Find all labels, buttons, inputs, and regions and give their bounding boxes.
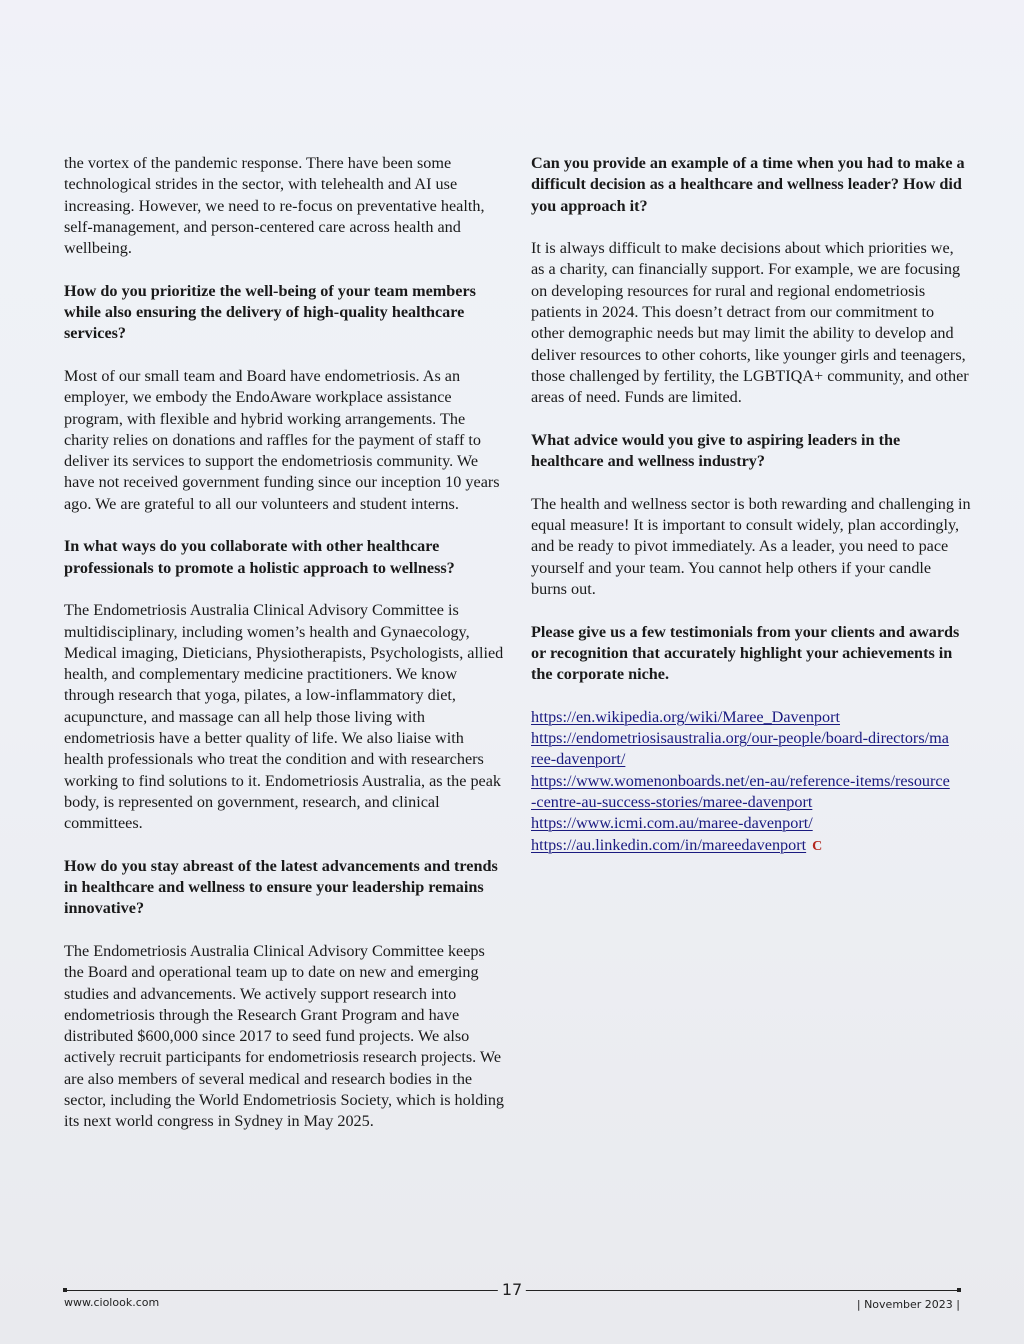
- footer-rule-end-right: [957, 1288, 961, 1292]
- link-endometriosis-australia[interactable]: https://endometriosisaustralia.org/our-people/board-directors/maree-davenport/: [531, 729, 949, 769]
- question-collaboration: In what ways do you collaborate with other healthcare professionals to promote a holistic approach to wellness?: [64, 537, 455, 577]
- end-of-article-logo-icon: C: [812, 838, 823, 854]
- page-number: 17: [498, 1280, 526, 1300]
- question-difficult-decision: Can you provide an example of a time when you had to make a difficult decision as a healthcare and wellness leader? How did you approach it?: [531, 154, 965, 215]
- question-team-wellbeing: How do you prioritize the well-being of your team members while also ensuring the delivery of high-quality healthcare services?: [64, 281, 476, 343]
- link-women-on-boards[interactable]: https://www.womenonboards.net/en-au/reference-items/resource-centre-au-success-stories/maree-davenport: [531, 771, 950, 811]
- right-column: [531, 153, 971, 857]
- link-wikipedia[interactable]: https://en.wikipedia.org/wiki/Maree_Davenport: [531, 707, 840, 726]
- reference-links: [531, 707, 971, 857]
- answer-difficult-decision: It is always difficult to make decisions about which priorities we, as a charity, can financially support. For example, we are focusing on developing resources for rural and regional endometriosis patients in 2024. This doesn’t detract from our commitment to other demographic needs but may limit the ability to develop and deliver resources to other cohorts, like younger girls and teenagers, those challenged by fertility, the LGBTIQA+ community, and other areas of need. Funds are limited.: [531, 239, 969, 407]
- answer-team-wellbeing: Most of our small team and Board have endometriosis. As an employer, we embody the EndoAware workplace assistance program, with flexible and hybrid working arrangements. The charity relies on donations and raffles for the payment of staff to deliver its services to support the endometriosis community. We have not received government funding since our inception 10 years ago. We are grateful to all our volunteers and student interns.: [64, 366, 500, 513]
- paragraph-pandemic-continuation: the vortex of the pandemic response. There have been some technological strides in the sector, with telehealth and AI use increasing. However, we need to re-focus on preventative health, self-management, and person-centered care across health and wellbeing.: [64, 154, 485, 258]
- website-url: www.ciolook.com: [64, 1296, 160, 1309]
- link-icmi[interactable]: https://www.icmi.com.au/maree-davenport/: [531, 814, 813, 833]
- left-column: [64, 153, 504, 1154]
- answer-advice: The health and wellness sector is both rewarding and challenging in equal measure! It is important to consult widely, plan accordingly, and be ready to pivot immediately. As a leader, you need to pace yourself and your team. You cannot help others if your candle burns out.: [531, 494, 971, 598]
- question-stay-abreast: How do you stay abreast of the latest advancements and trends in healthcare and wellness to ensure your leadership remains innovative?: [64, 856, 498, 918]
- question-testimonials: Please give us a few testimonials from your clients and awards or recognition that accurately highlight your achievements in the corporate niche.: [531, 622, 960, 684]
- question-advice: What advice would you give to aspiring leaders in the healthcare and wellness industry?: [531, 430, 901, 471]
- footer-rule-end-left: [63, 1288, 67, 1292]
- answer-collaboration: The Endometriosis Australia Clinical Advisory Committee is multidisciplinary, including women’s health and Gynaecology, Medical imaging, Dieticians, Physiotherapists, Psychologists, allied health, and complementary medicine practitioners. We know through research that yoga, pilates, a low-inflammatory diet, acupuncture, and massage can all help those living with endometriosis have a better quality of life. We also liaise with health professionals who treat the condition and with researchers working to find solutions to it. Endometriosis Australia, as the peak body, is represented on government, research, and clinical committees.: [64, 601, 504, 833]
- answer-stay-abreast: The Endometriosis Australia Clinical Advisory Committee keeps the Board and operational team up to date on new and emerging studies and advancements. We actively support research into endometriosis through the Research Grant Program and have distributed $600,000 since 2017 to seed fund projects. We also actively recruit participants for endometriosis research projects. We are also members of several medical and research bodies in the sector, including the World Endometriosis Society, which is holding its next world congress in Sydney in May 2025.: [64, 941, 505, 1131]
- linkedin-line: [531, 835, 971, 857]
- page-footer: [64, 1282, 960, 1322]
- link-linkedin[interactable]: https://au.linkedin.com/in/mareedavenport: [531, 835, 807, 854]
- issue-date: | November 2023 |: [856, 1298, 960, 1311]
